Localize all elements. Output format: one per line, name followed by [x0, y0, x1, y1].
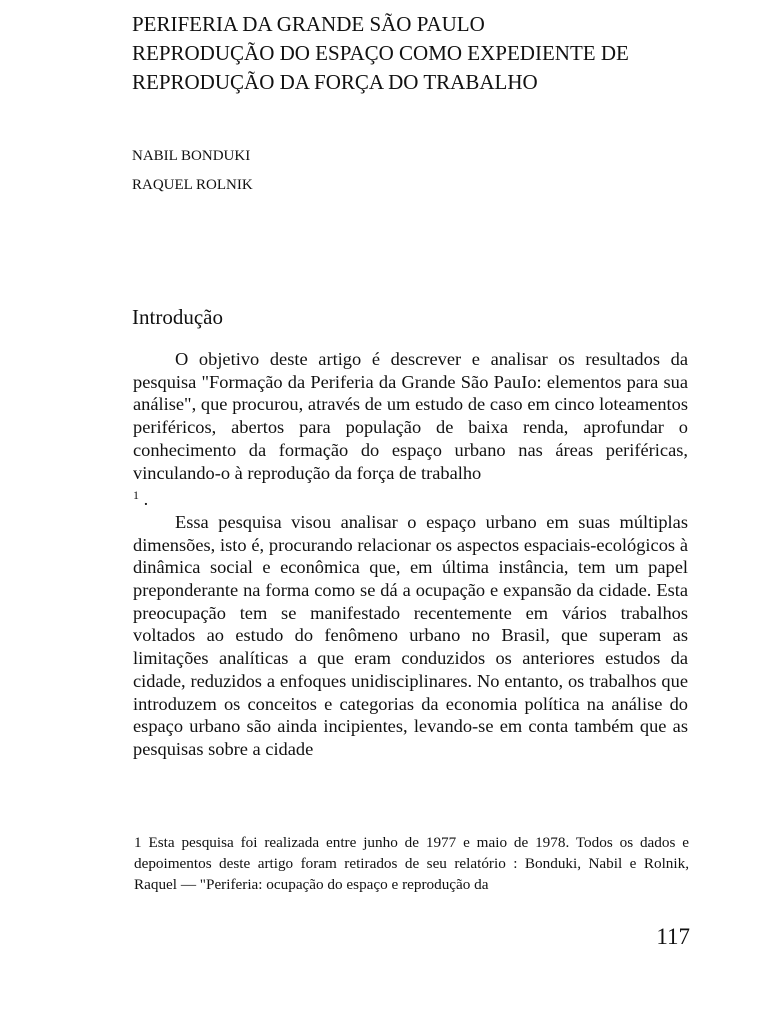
title-line-2: REPRODUÇÃO DO ESPAÇO COMO EXPEDIENTE DE	[132, 41, 629, 65]
body-paragraph	[133, 348, 688, 511]
title-line-1: PERIFERIA DA GRANDE SÃO PAULO	[132, 12, 485, 36]
article-body	[133, 348, 688, 761]
article-title	[132, 10, 732, 97]
author-name: RAQUEL ROLNIK	[132, 177, 253, 193]
body-paragraph: Essa pesquisa visou analisar o espaço urbano em suas múltiplas dimensões, isto é, procurando relacionar os aspectos espaciais-ecológicos à dinâmica social e econômica que, em última instância, tem um papel preponderante na forma como se dá a ocupação e expansão da cidade. Esta preocupação tem se manifestado recentemente em vários trabalhos voltados ao estudo do fenômeno urbano no Brasil, que superam as limitações analíticas a que eram conduzidos os anteriores estudos da cidade, reduzidos a enfoques unidisciplinares. No entanto, os trabalhos que introduzem os conceitos e categorias da economia política na análise do espaço urbano são ainda incipientes, levando-se em conta também que as pesquisas sobre a cidade	[133, 511, 688, 759]
author-name: NABIL BONDUKI	[132, 148, 251, 164]
section-heading: Introdução	[132, 305, 223, 329]
paragraph-text: O objetivo deste artigo é descrever e analisar os resultados da pesquisa "Formação da Periferia da Grande São PauIo: elementos para sua análise", que procurou, através de um estudo de caso em cinco loteamentos periféricos, abertos para população de baixa renda, aprofundar o conhecimento da formação do espaço urbano nas áreas periféricas, vinculando-o à reprodução da força de trabalho	[133, 349, 688, 483]
title-line-3: REPRODUÇÃO DA FORÇA DO TRABALHO	[132, 70, 538, 94]
paragraph-end: .	[143, 489, 149, 510]
footnote	[134, 832, 689, 895]
footnote-text: 1 Esta pesquisa foi realizada entre junho de 1977 e maio de 1978. Todos os dados e depoimentos deste artigo foram retirados de seu relatório : Bonduki, Nabil e Rolnik, Raquel — "Periferia: ocupação do espaço e reprodução da	[134, 834, 689, 893]
footnote-reference[interactable]: 1	[133, 488, 139, 503]
author-list	[132, 142, 253, 200]
page-number: 117	[656, 924, 690, 949]
